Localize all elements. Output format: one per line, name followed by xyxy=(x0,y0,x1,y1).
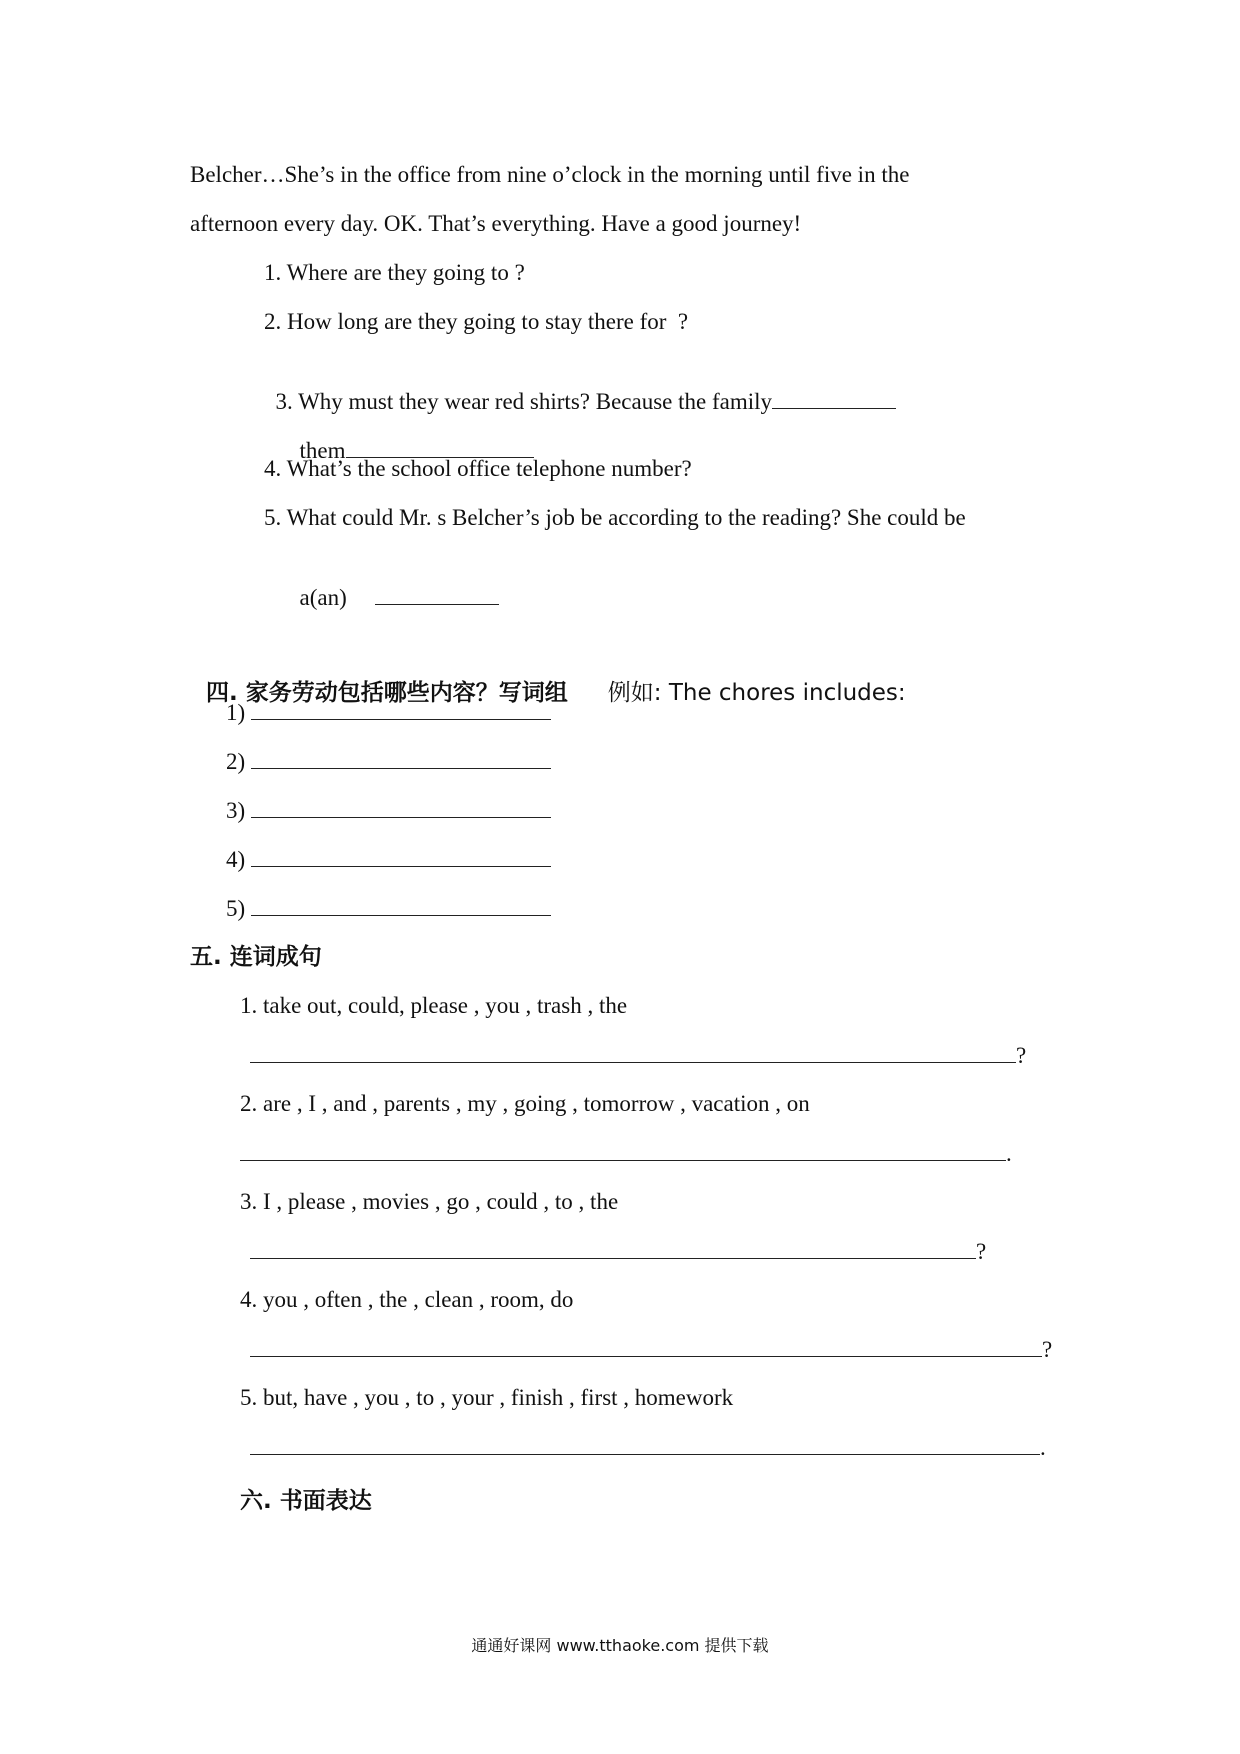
question-2: 2. How long are they going to stay there for ? xyxy=(264,309,689,334)
sentence-prompt-1: 1. take out, could, please , you , trash , the xyxy=(240,993,628,1018)
section-5-title: 五. 连词成句 xyxy=(190,944,322,970)
chore-item-label: 1) xyxy=(226,700,246,725)
sentence-blank[interactable] xyxy=(250,1432,1040,1455)
chore-blank[interactable] xyxy=(251,697,551,720)
chore-blank[interactable] xyxy=(251,893,551,916)
sentence-answer-5 xyxy=(250,1432,1046,1463)
question-5: 5. What could Mr. s Belcher’s job be according to the reading? She could be xyxy=(264,505,966,530)
answer-blank[interactable] xyxy=(772,386,896,409)
question-1: 1. Where are they going to ? xyxy=(264,260,525,285)
sentence-blank[interactable] xyxy=(250,1334,1042,1357)
sentence-prompt-5: 5. but, have , you , to , your , finish , first , homework xyxy=(240,1385,734,1410)
sentence-blank[interactable] xyxy=(250,1236,976,1259)
question-3-text: 3. Why must they wear red shirts? Because the family xyxy=(275,389,772,414)
chore-item-3 xyxy=(226,795,551,826)
sentence-end-mark: ? xyxy=(1042,1337,1053,1362)
sentence-end-mark: . xyxy=(1040,1435,1046,1460)
chore-item-1 xyxy=(226,697,551,728)
question-5-continuation xyxy=(288,552,499,613)
sentence-prompt-4: 4. you , often , the , clean , room, do xyxy=(240,1287,574,1312)
page-footer: 通通好课网 www.tthaoke.com 提供下载 xyxy=(471,1636,769,1655)
question-4: 4. What’s the school office telephone number? xyxy=(264,456,692,481)
answer-blank[interactable] xyxy=(375,582,499,605)
section-4-note: 例如: The chores includes: xyxy=(607,680,906,706)
chore-item-4 xyxy=(226,844,551,875)
question-5-cont-text: a(an) xyxy=(299,585,347,610)
chore-blank[interactable] xyxy=(251,844,551,867)
chore-item-5 xyxy=(226,893,551,924)
sentence-end-mark: ? xyxy=(976,1239,987,1264)
question-3-cont-text: them xyxy=(299,438,346,463)
sentence-answer-2 xyxy=(240,1138,1012,1169)
chore-item-label: 3) xyxy=(226,798,246,823)
passage-line-2: afternoon every day. OK. That’s everything. Have a good journey! xyxy=(190,211,802,236)
sentence-answer-1 xyxy=(250,1040,1026,1071)
chore-item-label: 2) xyxy=(226,749,246,774)
sentence-prompt-3: 3. I , please , movies , go , could , to , the xyxy=(240,1189,619,1214)
sentence-blank[interactable] xyxy=(240,1138,1006,1161)
section-6-title: 六. 书面表达 xyxy=(240,1488,372,1514)
chore-item-label: 4) xyxy=(226,847,246,872)
chore-item-label: 5) xyxy=(226,896,246,921)
sentence-answer-4 xyxy=(250,1334,1052,1365)
sentence-blank[interactable] xyxy=(250,1040,1016,1063)
sentence-answer-3 xyxy=(250,1236,986,1267)
chore-item-2 xyxy=(226,746,551,777)
chore-blank[interactable] xyxy=(251,746,551,769)
section-4-title-text: 四. 家务劳动包括哪些内容？写词组 xyxy=(206,680,568,706)
sentence-end-mark: ? xyxy=(1016,1043,1027,1068)
sentence-prompt-2: 2. are , I , and , parents , my , going , tomorrow , vacation , on xyxy=(240,1091,810,1116)
sentence-end-mark: . xyxy=(1006,1141,1012,1166)
passage-line-1: Belcher…She’s in the office from nine o’clock in the morning until five in the xyxy=(190,162,910,187)
chore-blank[interactable] xyxy=(251,795,551,818)
